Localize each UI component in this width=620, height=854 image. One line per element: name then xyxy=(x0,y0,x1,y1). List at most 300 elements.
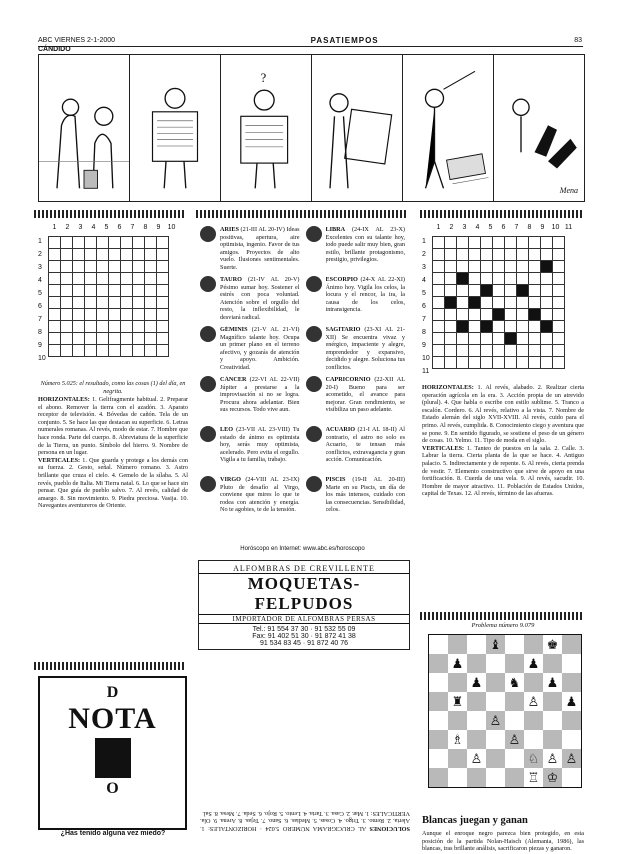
crossword-cell[interactable] xyxy=(445,345,457,357)
crossword-cell[interactable] xyxy=(85,237,97,249)
crossword-cell[interactable] xyxy=(433,297,445,309)
crossword-cell[interactable] xyxy=(157,309,169,321)
crossword-cell[interactable] xyxy=(481,309,493,321)
crossword-cell[interactable] xyxy=(73,333,85,345)
crossword-cell[interactable] xyxy=(457,357,469,369)
crossword-cell[interactable] xyxy=(445,261,457,273)
crossword-cell[interactable] xyxy=(49,261,61,273)
crossword-cell[interactable] xyxy=(433,333,445,345)
crossword-cell[interactable] xyxy=(133,273,145,285)
chess-square xyxy=(448,749,467,768)
crossword-cell[interactable] xyxy=(457,297,469,309)
crossword-cell[interactable] xyxy=(97,249,109,261)
comic-panel-5 xyxy=(403,55,494,201)
crossword-cell[interactable] xyxy=(493,357,505,369)
crossword-cell[interactable] xyxy=(133,345,145,357)
crossword-cell[interactable] xyxy=(529,249,541,261)
crossword-cell[interactable] xyxy=(61,321,73,333)
crossword-cell[interactable] xyxy=(481,237,493,249)
chess-square xyxy=(467,692,486,711)
crossword-cell[interactable] xyxy=(433,345,445,357)
crossword-cell[interactable] xyxy=(505,261,517,273)
crossword-cell[interactable] xyxy=(553,285,565,297)
crossword-cell[interactable] xyxy=(85,345,97,357)
chess-caption: Problema número 9.079 xyxy=(471,622,535,629)
crossword-cell[interactable] xyxy=(505,321,517,333)
page-header xyxy=(38,34,582,46)
crossword-cell[interactable] xyxy=(157,297,169,309)
chess-square xyxy=(448,635,467,655)
crossword-cell[interactable] xyxy=(145,261,157,273)
crossword-cell[interactable] xyxy=(73,237,85,249)
crossword-col-number: 10 xyxy=(551,224,560,231)
crossword-cell[interactable] xyxy=(541,333,553,345)
header-date: ABC VIERNES 2-1-2000 xyxy=(38,36,116,44)
chess-piece-icon: ♔ xyxy=(546,770,559,785)
crossword-cell[interactable] xyxy=(505,333,517,345)
chess-piece-icon: ♙ xyxy=(565,751,578,766)
crossword-cell[interactable] xyxy=(457,249,469,261)
crossword-cell[interactable] xyxy=(505,309,517,321)
crossword-cell[interactable] xyxy=(157,249,169,261)
sign-text: Se encuentra vivaz y enérgico, impaciente y alegre, emprendedor y expansivo, decidido y alegre. Soluciona tus conflictos. xyxy=(325,333,405,371)
crossword-cell[interactable] xyxy=(157,261,169,273)
crossword-cell[interactable] xyxy=(457,333,469,345)
crossword-cell[interactable] xyxy=(469,309,481,321)
crossword-cell[interactable] xyxy=(469,285,481,297)
crossword-cell[interactable] xyxy=(481,285,493,297)
crossword-cell[interactable] xyxy=(61,285,73,297)
crossword-cell[interactable] xyxy=(529,333,541,345)
crossword-cell[interactable] xyxy=(61,297,73,309)
crossword-right-col-numbers xyxy=(432,224,575,236)
crossword-cell[interactable] xyxy=(517,309,529,321)
crossword-cell[interactable] xyxy=(445,309,457,321)
crossword-cell[interactable] xyxy=(481,261,493,273)
crossword-cell[interactable] xyxy=(541,273,553,285)
crossword-cell[interactable] xyxy=(517,285,529,297)
crossword-cell[interactable] xyxy=(481,357,493,369)
crossword-cell[interactable] xyxy=(457,261,469,273)
sign-dates: (24-IX AL 23-X) xyxy=(345,226,405,233)
chess-piece-icon: ♙ xyxy=(489,713,502,728)
crossword-cell[interactable] xyxy=(445,321,457,333)
chess-square xyxy=(429,635,449,655)
chess-square xyxy=(448,673,467,692)
crossword-cell[interactable] xyxy=(97,237,109,249)
crossword-col-number: 1 xyxy=(436,224,441,231)
crossword-col-number: 3 xyxy=(462,224,467,231)
crossword-cell[interactable] xyxy=(517,345,529,357)
crossword-cell[interactable] xyxy=(541,237,553,249)
crossword-cell[interactable] xyxy=(433,321,445,333)
crossword-cell[interactable] xyxy=(481,345,493,357)
crossword-cell[interactable] xyxy=(145,333,157,345)
crossword-cell[interactable] xyxy=(73,309,85,321)
chess-square xyxy=(543,673,562,692)
crossword-cell[interactable] xyxy=(493,249,505,261)
crossword-cell[interactable] xyxy=(445,273,457,285)
crossword-cell[interactable] xyxy=(121,273,133,285)
crossword-cell[interactable] xyxy=(121,345,133,357)
crossword-cell[interactable] xyxy=(469,345,481,357)
horoscope-sign xyxy=(200,326,300,372)
crossword-cell[interactable] xyxy=(49,345,61,357)
crossword-cell[interactable] xyxy=(97,285,109,297)
sign-name: ESCORPIO xyxy=(325,276,358,283)
crossword-right-grid[interactable] xyxy=(432,236,565,369)
crossword-cell[interactable] xyxy=(445,285,457,297)
crossword-cell[interactable] xyxy=(49,333,61,345)
crossword-cell[interactable] xyxy=(553,297,565,309)
crossword-cell[interactable] xyxy=(49,249,61,261)
crossword-cell[interactable] xyxy=(49,285,61,297)
crossword-cell[interactable] xyxy=(517,237,529,249)
crossword-cell[interactable] xyxy=(553,333,565,345)
crossword-cell[interactable] xyxy=(85,297,97,309)
crossword-cell[interactable] xyxy=(433,249,445,261)
crossword-cell[interactable] xyxy=(97,261,109,273)
chess-piece-icon: ♙ xyxy=(508,732,521,747)
crossword-cell[interactable] xyxy=(61,249,73,261)
comic-panel-6 xyxy=(494,55,584,201)
crossword-cell[interactable] xyxy=(121,237,133,249)
crossword-cell[interactable] xyxy=(133,237,145,249)
crossword-cell[interactable] xyxy=(457,237,469,249)
crossword-cell[interactable] xyxy=(61,237,73,249)
crossword-cell[interactable] xyxy=(541,261,553,273)
crossword-cell[interactable] xyxy=(529,237,541,249)
crossword-cell[interactable] xyxy=(505,297,517,309)
crossword-cell[interactable] xyxy=(493,333,505,345)
crossword-cell[interactable] xyxy=(121,309,133,321)
nota-top-letter: D xyxy=(106,684,119,701)
crossword-cell[interactable] xyxy=(469,297,481,309)
horizontales-right-text: 1. Al revés, alabado. 2. Realizar cierta operación agrícola en la era. 3. Acción propia de un atrevido (plural). 4. Que habla o escribe con estilo sublime. 5. Tranco a escalón. Cordero. 6. Al revés, relativo a la vista. 7. Nombre de Estado alemán del siglo XVII-XVIII. Al revés, cuido para el primo. Al revés, cumplida. 8. Conocimiento ciego y aventura que se pone. 9. En sentido figurado, se sostiene el peso de un género de cosas. 10. Yelmo. 11. Tipo de moda en el siglo. xyxy=(422,384,584,445)
crossword-cell[interactable] xyxy=(493,237,505,249)
crossword-cell[interactable] xyxy=(493,321,505,333)
crossword-cell[interactable] xyxy=(157,333,169,345)
crossword-cell[interactable] xyxy=(109,309,121,321)
sign-name: SAGITARIO xyxy=(325,326,361,333)
crossword-cell[interactable] xyxy=(541,357,553,369)
horizontales-right-title: HORIZONTALES: xyxy=(422,384,474,391)
sign-dates: (19-II AL 20-III) xyxy=(345,476,405,483)
crossword-cell[interactable] xyxy=(433,261,445,273)
crossword-cell[interactable] xyxy=(517,261,529,273)
crossword-cell[interactable] xyxy=(553,309,565,321)
crossword-cell[interactable] xyxy=(133,309,145,321)
crossword-cell[interactable] xyxy=(121,285,133,297)
crossword-cell[interactable] xyxy=(49,273,61,285)
nota-black-block xyxy=(95,738,131,778)
sign-name: ACUARIO xyxy=(325,426,356,433)
crossword-cell[interactable] xyxy=(85,273,97,285)
crossword-cell[interactable] xyxy=(517,273,529,285)
crossword-cell[interactable] xyxy=(109,321,121,333)
sign-name: LIBRA xyxy=(325,226,346,233)
crossword-cell[interactable] xyxy=(445,249,457,261)
crossword-cell[interactable] xyxy=(529,297,541,309)
crossword-cell[interactable] xyxy=(517,321,529,333)
crossword-cell[interactable] xyxy=(145,309,157,321)
crossword-cell[interactable] xyxy=(517,297,529,309)
chess-piece-icon: ♟ xyxy=(527,656,540,671)
ad-phones-2: Fax: 91 402 51 30 · 91 872 41 38 xyxy=(252,633,356,640)
crossword-cell[interactable] xyxy=(469,333,481,345)
crossword-col-number: 5 xyxy=(488,224,493,231)
crossword-cell[interactable] xyxy=(541,249,553,261)
crossword-cell[interactable] xyxy=(157,237,169,249)
svg-text:?: ? xyxy=(260,71,267,86)
crossword-cell[interactable] xyxy=(109,237,121,249)
crossword-cell[interactable] xyxy=(481,333,493,345)
solutions-text: AL CRUCIGRAMA NÚMERO 5.024 · HORIZONTALES: 1. Alerta. 2. Remo. 3. Trigo. 4. Cosas. 5. Medias. 6. Sano. 7. Tejas. 8. Arena. 9. Ola. VERTICALES: 1. Mar. 2. Casa. 3. Tarta. 4. Lento. 5. Rojo. 6. Seda. 7. Mesa. 8. Sal. xyxy=(200,809,410,832)
crossword-cell[interactable] xyxy=(73,297,85,309)
horoscope-sign xyxy=(200,376,300,422)
chess-board xyxy=(428,634,582,788)
crossword-cell[interactable] xyxy=(109,345,121,357)
crossword-right-clues xyxy=(422,384,584,610)
crossword-cell[interactable] xyxy=(457,345,469,357)
chess-square xyxy=(543,654,562,673)
crossword-cell[interactable] xyxy=(505,345,517,357)
crossword-cell[interactable] xyxy=(109,273,121,285)
crossword-cell[interactable] xyxy=(133,297,145,309)
crossword-cell[interactable] xyxy=(85,285,97,297)
crossword-cell[interactable] xyxy=(517,357,529,369)
crossword-cell[interactable] xyxy=(61,333,73,345)
crossword-cell[interactable] xyxy=(529,285,541,297)
crossword-row-number: 6 xyxy=(38,303,42,310)
crossword-cell[interactable] xyxy=(457,273,469,285)
crossword-cell[interactable] xyxy=(541,309,553,321)
crossword-cell[interactable] xyxy=(505,357,517,369)
crossword-cell[interactable] xyxy=(49,237,61,249)
crossword-cell[interactable] xyxy=(469,357,481,369)
crossword-cell[interactable] xyxy=(85,321,97,333)
crossword-cell[interactable] xyxy=(109,297,121,309)
crossword-cell[interactable] xyxy=(73,273,85,285)
crossword-cell[interactable] xyxy=(505,285,517,297)
crossword-cell[interactable] xyxy=(433,237,445,249)
crossword-cell[interactable] xyxy=(541,285,553,297)
crossword-cell[interactable] xyxy=(457,309,469,321)
chess-square xyxy=(562,730,582,749)
crossword-cell[interactable] xyxy=(121,297,133,309)
crossword-cell[interactable] xyxy=(529,345,541,357)
crossword-cell[interactable] xyxy=(529,357,541,369)
crossword-cell[interactable] xyxy=(133,285,145,297)
crossword-cell[interactable] xyxy=(433,357,445,369)
crossword-row-number: 6 xyxy=(422,303,426,310)
sign-dates: (22-VI AL 22-VII) xyxy=(246,376,300,383)
crossword-cell[interactable] xyxy=(145,321,157,333)
comic-panel-4 xyxy=(312,55,403,201)
crossword-cell[interactable] xyxy=(145,237,157,249)
crossword-cell[interactable] xyxy=(553,321,565,333)
crossword-cell[interactable] xyxy=(493,261,505,273)
crossword-cell[interactable] xyxy=(445,297,457,309)
crossword-cell[interactable] xyxy=(73,321,85,333)
crossword-cell[interactable] xyxy=(157,285,169,297)
crossword-cell[interactable] xyxy=(529,261,541,273)
crossword-cell[interactable] xyxy=(493,273,505,285)
crossword-cell[interactable] xyxy=(97,273,109,285)
crossword-cell[interactable] xyxy=(109,249,121,261)
crossword-cell[interactable] xyxy=(109,333,121,345)
crossword-col-number: 11 xyxy=(564,224,573,231)
crossword-cell[interactable] xyxy=(157,321,169,333)
crossword-cell[interactable] xyxy=(85,261,97,273)
crossword-cell[interactable] xyxy=(505,273,517,285)
crossword-col-number: 5 xyxy=(104,224,109,231)
crossword-cell[interactable] xyxy=(145,285,157,297)
crossword-cell[interactable] xyxy=(517,333,529,345)
chess-square xyxy=(562,711,582,730)
crossword-cell[interactable] xyxy=(469,321,481,333)
crossword-cell[interactable] xyxy=(97,333,109,345)
crossword-cell[interactable] xyxy=(97,297,109,309)
horizontales-left-title: HORIZONTALES: xyxy=(38,396,90,403)
crossword-cell[interactable] xyxy=(97,345,109,357)
crossword-cell[interactable] xyxy=(133,261,145,273)
crossword-cell[interactable] xyxy=(109,261,121,273)
sign-dates: (21-V AL 21-VI) xyxy=(247,326,300,333)
crossword-cell[interactable] xyxy=(49,309,61,321)
sign-name: CÁNCER xyxy=(220,376,247,383)
crossword-cell[interactable] xyxy=(145,273,157,285)
crossword-cell[interactable] xyxy=(469,249,481,261)
zodiac-icon xyxy=(306,326,322,342)
crossword-cell[interactable] xyxy=(553,345,565,357)
verticales-left-text: 1. Que guarda y protege a los demás con su fuerza. 2. Gesto, señal. Número romano. 3. Astro brillante que cruza el cielo. 4. Gemelo de la sílaba. 5. Al revés, pueblo de Italia. Mi Tierra natal. 6. Lo que se hace sin pensar. Que guía de pueblo salvo. 7. Al revés, calidad de amargo. 8. Sin movimiento. 9. Piedra preciosa. Vasija. 10. Navegantes aventureros de Oriente. xyxy=(38,456,188,510)
crossword-col-number: 4 xyxy=(91,224,96,231)
chess-square xyxy=(524,730,543,749)
crossword-cell[interactable] xyxy=(529,309,541,321)
crossword-cell[interactable] xyxy=(553,249,565,261)
solutions-title: SOLUCIONES xyxy=(369,825,410,832)
sign-dates: (24-X AL 22-XI) xyxy=(357,276,405,283)
crossword-cell[interactable] xyxy=(85,249,97,261)
crossword-cell[interactable] xyxy=(481,273,493,285)
crossword-right-row-numbers xyxy=(422,224,432,379)
crossword-cell[interactable] xyxy=(541,321,553,333)
crossword-cell[interactable] xyxy=(133,321,145,333)
crossword-cell[interactable] xyxy=(49,321,61,333)
crossword-cell[interactable] xyxy=(505,249,517,261)
chess-square xyxy=(486,730,505,749)
crossword-cell[interactable] xyxy=(433,273,445,285)
crossword-cell[interactable] xyxy=(493,309,505,321)
crossword-row-number: 1 xyxy=(38,238,42,245)
crossword-cell[interactable] xyxy=(469,273,481,285)
crossword-cell[interactable] xyxy=(73,285,85,297)
crossword-row-number: 1 xyxy=(422,238,426,245)
crossword-cell[interactable] xyxy=(457,321,469,333)
crossword-cell[interactable] xyxy=(121,249,133,261)
crossword-cell[interactable] xyxy=(157,345,169,357)
crossword-cell[interactable] xyxy=(541,345,553,357)
crossword-row-number: 10 xyxy=(38,355,46,362)
chess-square xyxy=(467,654,486,673)
horoscope xyxy=(200,226,405,544)
crossword-cell[interactable] xyxy=(553,237,565,249)
crossword-left xyxy=(38,224,188,366)
crossword-cell[interactable] xyxy=(553,261,565,273)
crossword-cell[interactable] xyxy=(529,273,541,285)
crossword-cell[interactable] xyxy=(121,261,133,273)
crossword-cell[interactable] xyxy=(481,297,493,309)
chess-square xyxy=(505,768,524,788)
crossword-left-grid[interactable] xyxy=(48,236,169,357)
crossword-cell[interactable] xyxy=(469,237,481,249)
chess-square xyxy=(543,692,562,711)
crossword-cell[interactable] xyxy=(97,309,109,321)
crossword-cell[interactable] xyxy=(433,309,445,321)
crossword-cell[interactable] xyxy=(145,345,157,357)
crossword-cell[interactable] xyxy=(493,297,505,309)
crossword-cell[interactable] xyxy=(121,321,133,333)
crossword-cell[interactable] xyxy=(553,273,565,285)
crossword-cell[interactable] xyxy=(481,321,493,333)
crossword-cell[interactable] xyxy=(433,285,445,297)
crossword-col-number: 4 xyxy=(475,224,480,231)
chess-piece-icon: ♗ xyxy=(451,732,464,747)
crossword-cell[interactable] xyxy=(61,309,73,321)
crossword-cell[interactable] xyxy=(133,333,145,345)
page-number: 83 xyxy=(574,36,582,44)
crossword-cell[interactable] xyxy=(61,345,73,357)
crossword-cell[interactable] xyxy=(469,261,481,273)
crossword-cell[interactable] xyxy=(481,249,493,261)
crossword-cell[interactable] xyxy=(73,249,85,261)
chess-piece-icon: ♞ xyxy=(508,675,521,690)
crossword-cell[interactable] xyxy=(73,345,85,357)
crossword-cell[interactable] xyxy=(157,273,169,285)
separator-right-bottom xyxy=(420,612,583,620)
crossword-cell[interactable] xyxy=(541,297,553,309)
crossword-cell[interactable] xyxy=(121,333,133,345)
crossword-cell[interactable] xyxy=(85,309,97,321)
crossword-cell[interactable] xyxy=(49,297,61,309)
crossword-cell[interactable] xyxy=(61,273,73,285)
carpet-ad xyxy=(198,560,410,650)
crossword-cell[interactable] xyxy=(73,261,85,273)
crossword-cell[interactable] xyxy=(145,249,157,261)
crossword-cell[interactable] xyxy=(553,357,565,369)
crossword-cell[interactable] xyxy=(133,249,145,261)
crossword-cell[interactable] xyxy=(529,321,541,333)
sign-text: Pésimo sumar hoy. Sostener el estrés con poca voluntad. Atención sobre el orgullo del resto, la inflexibilidad, le desviará radical. xyxy=(220,283,300,321)
crossword-cell[interactable] xyxy=(517,249,529,261)
crossword-cell[interactable] xyxy=(85,333,97,345)
sign-dates: (21-I AL 18-II) xyxy=(355,426,399,433)
crossword-cell[interactable] xyxy=(445,237,457,249)
zodiac-icon xyxy=(200,376,216,392)
crossword-cell[interactable] xyxy=(457,285,469,297)
crossword-cell[interactable] xyxy=(505,237,517,249)
crossword-cell[interactable] xyxy=(109,285,121,297)
crossword-cell[interactable] xyxy=(61,261,73,273)
crossword-cell[interactable] xyxy=(145,297,157,309)
sign-dates: (24-VIII AL 23-IX) xyxy=(240,476,300,483)
crossword-cell[interactable] xyxy=(445,357,457,369)
crossword-cell[interactable] xyxy=(445,333,457,345)
crossword-cell[interactable] xyxy=(493,285,505,297)
crossword-cell[interactable] xyxy=(493,345,505,357)
crossword-cell[interactable] xyxy=(97,321,109,333)
